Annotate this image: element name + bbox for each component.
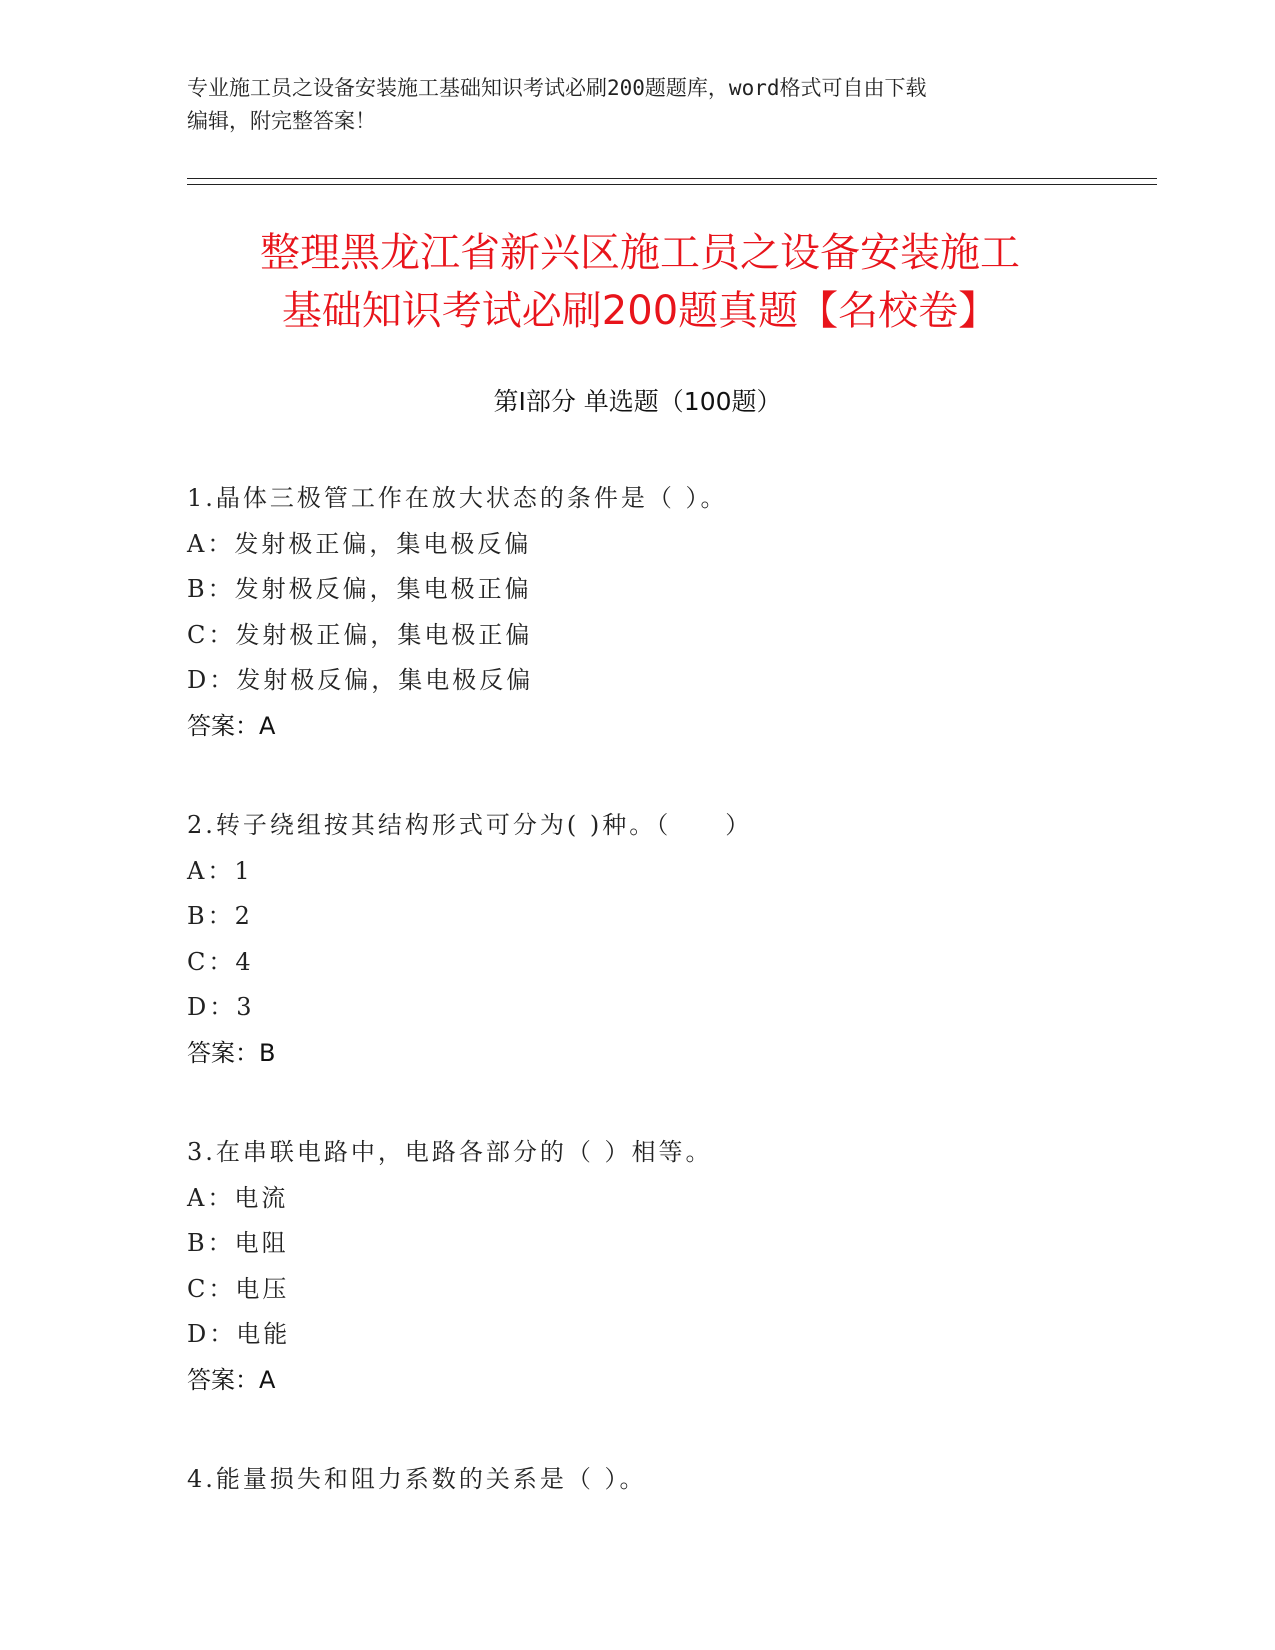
question-2 bbox=[187, 803, 1137, 1076]
option-a: A：发射极正偏，集电极反偏 bbox=[187, 529, 532, 558]
section-title: 第Ⅰ部分 单选题（100题） bbox=[493, 387, 782, 416]
answer: 答案：B bbox=[187, 1038, 276, 1067]
header-divider-bottom bbox=[187, 184, 1157, 185]
option-a: A：电流 bbox=[187, 1183, 289, 1212]
question-1 bbox=[187, 476, 1137, 749]
option-c: C：4 bbox=[187, 947, 254, 976]
question-text: 4.能量损失和阻力系数的关系是（ ）。 bbox=[187, 1465, 647, 1493]
document-title bbox=[160, 224, 1120, 340]
option-c: C：电压 bbox=[187, 1274, 290, 1303]
header-note bbox=[187, 72, 1087, 138]
answer: 答案：A bbox=[187, 1365, 276, 1394]
option-b: B：电阻 bbox=[187, 1229, 289, 1257]
question-text: 3.在串联电路中，电路各部分的（ ）相等。 bbox=[187, 1138, 713, 1166]
header-note-line-2: 编辑，附完整答案！ bbox=[187, 109, 376, 133]
header-divider-top bbox=[187, 178, 1157, 179]
option-d: D：发射极反偏，集电极反偏 bbox=[187, 666, 534, 694]
question-3 bbox=[187, 1130, 1137, 1403]
document-title-line-1: 整理黑龙江省新兴区施工员之设备安装施工 bbox=[260, 230, 1020, 276]
option-a: A：1 bbox=[187, 856, 253, 885]
answer: 答案：A bbox=[187, 711, 276, 740]
question-text: 1.晶体三极管工作在放大状态的条件是（ ）。 bbox=[187, 484, 728, 512]
option-b: B：2 bbox=[187, 902, 253, 930]
option-c: C：发射极正偏，集电极正偏 bbox=[187, 620, 533, 649]
question-text: 2.转子绕组按其结构形式可分为( )种。（ ） bbox=[187, 811, 753, 839]
option-d: D：3 bbox=[187, 993, 255, 1021]
option-b: B：发射极反偏，集电极正偏 bbox=[187, 575, 532, 603]
question-4 bbox=[187, 1457, 1137, 1503]
option-d: D：电能 bbox=[187, 1320, 291, 1348]
document-title-line-2: 基础知识考试必刷200题真题【名校卷】 bbox=[281, 288, 999, 334]
header-note-line-1: 专业施工员之设备安装施工基础知识考试必刷200题题库，word格式可自由下载 bbox=[187, 76, 927, 100]
question-list bbox=[187, 476, 1137, 1557]
